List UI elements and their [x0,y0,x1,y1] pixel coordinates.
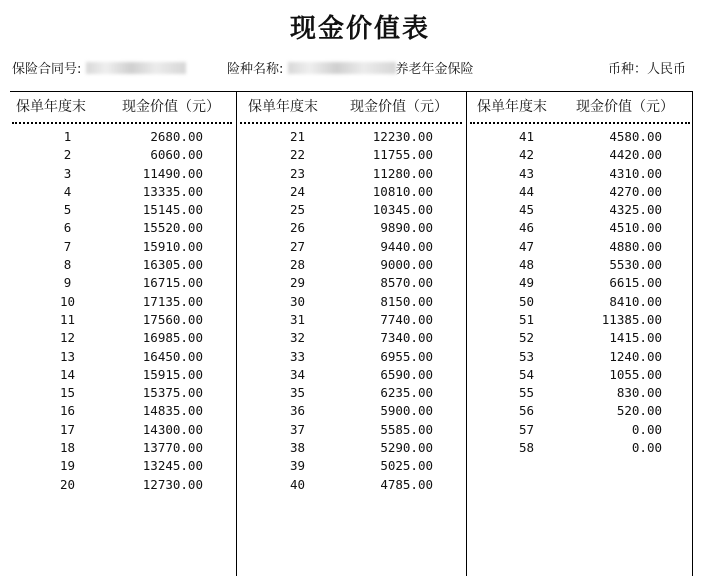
policy-year-cell: 26 [289,220,306,236]
table-row [250,201,433,219]
redacted-contract-number [86,62,186,74]
policy-year-cell: 28 [289,257,306,273]
table-row [479,219,662,237]
table-row [250,366,433,384]
policy-year-cell: 15 [59,385,76,401]
cash-value-cell: 14835.00 [142,403,203,419]
cash-value-cell: 6060.00 [150,147,203,163]
table-row [479,421,662,439]
policy-year-cell: 48 [518,257,535,273]
cash-value-cell: 4785.00 [380,476,433,492]
table-row [250,293,433,311]
cash-value-cell: 15520.00 [142,220,203,236]
policy-year-cell: 35 [289,385,306,401]
table-row [250,165,433,183]
policy-year-cell: 1 [63,129,72,144]
product-label: 险种名称: [227,62,284,77]
cash-value-cell: 11280.00 [372,165,433,181]
policy-year-cell: 46 [518,220,535,236]
cash-value-cell: 5900.00 [380,403,433,419]
cash-value-cell: 4510.00 [609,220,662,236]
value-header: 现金价值（元） [122,99,220,115]
policy-year-cell: 9 [63,275,72,291]
cash-value-cell: 16715.00 [142,275,203,291]
cash-value-cell: 14300.00 [142,421,203,437]
cash-value-cell: 8410.00 [609,293,662,309]
cash-value-cell: 4325.00 [609,202,662,218]
cash-value-cell: 5585.00 [380,421,433,437]
cash-value-cell: 15910.00 [142,238,203,254]
column-divider [466,91,467,576]
cash-value-cell: 13335.00 [142,183,203,199]
policy-year-cell: 7 [63,238,72,254]
policy-year-cell: 14 [59,366,76,382]
table-row [250,402,433,420]
redacted-product-name [288,62,396,74]
cash-value-cell: 1240.00 [609,348,662,364]
table-row [20,402,203,420]
policy-year-cell: 25 [289,202,306,218]
value-header: 现金价值（元） [576,99,674,115]
policy-year-cell: 18 [59,440,76,456]
cash-value-cell: 15915.00 [142,366,203,382]
table-row [250,476,433,494]
table-row [20,329,203,347]
policy-year-cell: 55 [518,385,535,401]
cash-value-cell: 17135.00 [142,293,203,309]
policy-year-cell: 39 [289,458,306,474]
table-row [20,293,203,311]
table-row [479,256,662,274]
product-value: 养老年金保险 [395,62,474,77]
cash-value-cell: 13245.00 [142,458,203,474]
table-column-3 [479,128,662,457]
cash-value-cell: 6615.00 [609,275,662,291]
table-row [250,183,433,201]
policy-year-cell: 44 [518,183,535,199]
table-row [250,421,433,439]
policy-year-cell: 10 [59,293,76,309]
table-row [479,366,662,384]
cash-value-cell: 16305.00 [142,257,203,273]
policy-year-cell: 29 [289,275,306,291]
table-row [20,457,203,475]
header-dotted-rule [470,122,690,124]
contract-label: 保险合同号: [12,62,82,77]
cash-value-cell: 11755.00 [372,147,433,163]
table-row [20,311,203,329]
table-column-1 [20,128,203,494]
policy-year-cell: 37 [289,421,306,437]
table-row [479,329,662,347]
header-dotted-rule [240,122,462,124]
value-header: 现金价值（元） [350,99,448,115]
policy-year-cell: 40 [289,476,306,492]
year-header: 保单年度末 [16,99,86,115]
table-row [250,348,433,366]
policy-year-cell: 56 [518,403,535,419]
cash-value-cell: 830.00 [616,385,662,401]
cash-value-cell: 4270.00 [609,183,662,199]
cash-value-cell: 0.00 [631,421,662,437]
table-row [20,274,203,292]
year-header: 保单年度末 [477,99,547,115]
policy-year-cell: 20 [59,476,76,492]
cash-value-cell: 6235.00 [380,385,433,401]
table-row [250,439,433,457]
cash-value-cell: 12730.00 [142,476,203,492]
policy-year-cell: 33 [289,348,306,364]
table-row [20,146,203,164]
table-row [20,384,203,402]
table-row [20,256,203,274]
cash-value-cell: 4420.00 [609,147,662,163]
year-header: 保单年度末 [248,99,318,115]
table-row [20,421,203,439]
table-row [479,348,662,366]
cash-value-cell: 10810.00 [372,183,433,199]
table-row [250,238,433,256]
policy-year-cell: 36 [289,403,306,419]
policy-year-cell: 12 [59,330,76,346]
policy-year-cell: 31 [289,311,306,327]
table-row [479,128,662,146]
policy-year-cell: 27 [289,238,306,254]
cash-value-cell: 17560.00 [142,311,203,327]
policy-year-cell: 11 [59,311,76,327]
policy-year-cell: 57 [518,421,535,437]
policy-year-cell: 34 [289,366,306,382]
table-row [20,183,203,201]
policy-year-cell: 22 [289,147,306,163]
table-row [20,476,203,494]
cash-value-cell: 15145.00 [142,202,203,218]
policy-year-cell: 3 [63,165,72,181]
policy-year-cell: 53 [518,348,535,364]
cash-value-cell: 15375.00 [142,385,203,401]
policy-year-cell: 19 [59,458,76,474]
table-row [250,457,433,475]
cash-value-cell: 4580.00 [609,129,662,144]
table-row [250,311,433,329]
policy-year-cell: 24 [289,183,306,199]
table-top-rule [10,91,692,92]
policy-year-cell: 6 [63,220,72,236]
cash-value-cell: 6590.00 [380,366,433,382]
header-dotted-rule [12,122,232,124]
table-row [479,402,662,420]
cash-value-cell: 16985.00 [142,330,203,346]
table-row [20,366,203,384]
cash-value-cell: 1055.00 [609,366,662,382]
policy-year-cell: 45 [518,202,535,218]
table-row [479,183,662,201]
policy-year-cell: 30 [289,293,306,309]
cash-value-cell: 0.00 [631,440,662,456]
column-divider [236,91,237,576]
table-row [20,165,203,183]
table-row [20,201,203,219]
table-row [479,165,662,183]
cash-value-cell: 5530.00 [609,257,662,273]
cash-value-cell: 10345.00 [372,202,433,218]
cash-value-cell: 16450.00 [142,348,203,364]
table-row [479,384,662,402]
policy-year-cell: 38 [289,440,306,456]
table-row [250,146,433,164]
table-row [20,238,203,256]
table-row [479,201,662,219]
cash-value-cell: 9000.00 [380,257,433,273]
policy-year-cell: 16 [59,403,76,419]
policy-year-cell: 43 [518,165,535,181]
policy-year-cell: 13 [59,348,76,364]
page-title: 现金价值表 [289,14,430,44]
policy-year-cell: 32 [289,330,306,346]
policy-year-cell: 41 [518,129,535,144]
cash-value-cell: 11490.00 [142,165,203,181]
policy-year-cell: 23 [289,165,306,181]
cash-value-cell: 4880.00 [609,238,662,254]
policy-year-cell: 52 [518,330,535,346]
cash-value-cell: 520.00 [616,403,662,419]
table-column-2 [250,128,433,494]
policy-year-cell: 2 [63,147,72,163]
table-row [250,384,433,402]
policy-year-cell: 5 [63,202,72,218]
table-row [20,128,203,146]
policy-year-cell: 51 [518,311,535,327]
table-row [479,146,662,164]
table-row [479,439,662,457]
policy-year-cell: 50 [518,293,535,309]
policy-year-cell: 17 [59,421,76,437]
policy-year-cell: 8 [63,257,72,273]
contract-number [12,58,186,77]
cash-value-cell: 5025.00 [380,458,433,474]
table-row [479,311,662,329]
table-row [250,128,433,146]
table-row [250,274,433,292]
policy-year-cell: 49 [518,275,535,291]
table-row [20,439,203,457]
policy-year-cell: 21 [289,129,306,144]
cash-value-cell: 13770.00 [142,440,203,456]
table-row [20,348,203,366]
cash-value-cell: 9890.00 [380,220,433,236]
cash-value-cell: 5290.00 [380,440,433,456]
cash-value-cell: 11385.00 [601,311,662,327]
cash-value-cell: 1415.00 [609,330,662,346]
table-row [250,256,433,274]
table-row [479,238,662,256]
policy-year-cell: 58 [518,440,535,456]
table-row [479,274,662,292]
column-divider [692,91,693,576]
table-row [250,219,433,237]
cash-value-cell: 7340.00 [380,330,433,346]
cash-value-cell: 6955.00 [380,348,433,364]
table-row [20,219,203,237]
table-row [479,293,662,311]
policy-year-cell: 54 [518,366,535,382]
policy-year-cell: 47 [518,238,535,254]
cash-value-cell: 4310.00 [609,165,662,181]
cash-value-cell: 8150.00 [380,293,433,309]
cash-value-cell: 2680.00 [150,129,203,144]
product-name [227,58,474,77]
policy-year-cell: 4 [63,183,72,199]
table-row [250,329,433,347]
currency: 币种：人民币 [608,62,687,77]
policy-year-cell: 42 [518,147,535,163]
cash-value-cell: 12230.00 [372,129,433,144]
cash-value-cell: 7740.00 [380,311,433,327]
cash-value-cell: 9440.00 [380,238,433,254]
cash-value-cell: 8570.00 [380,275,433,291]
